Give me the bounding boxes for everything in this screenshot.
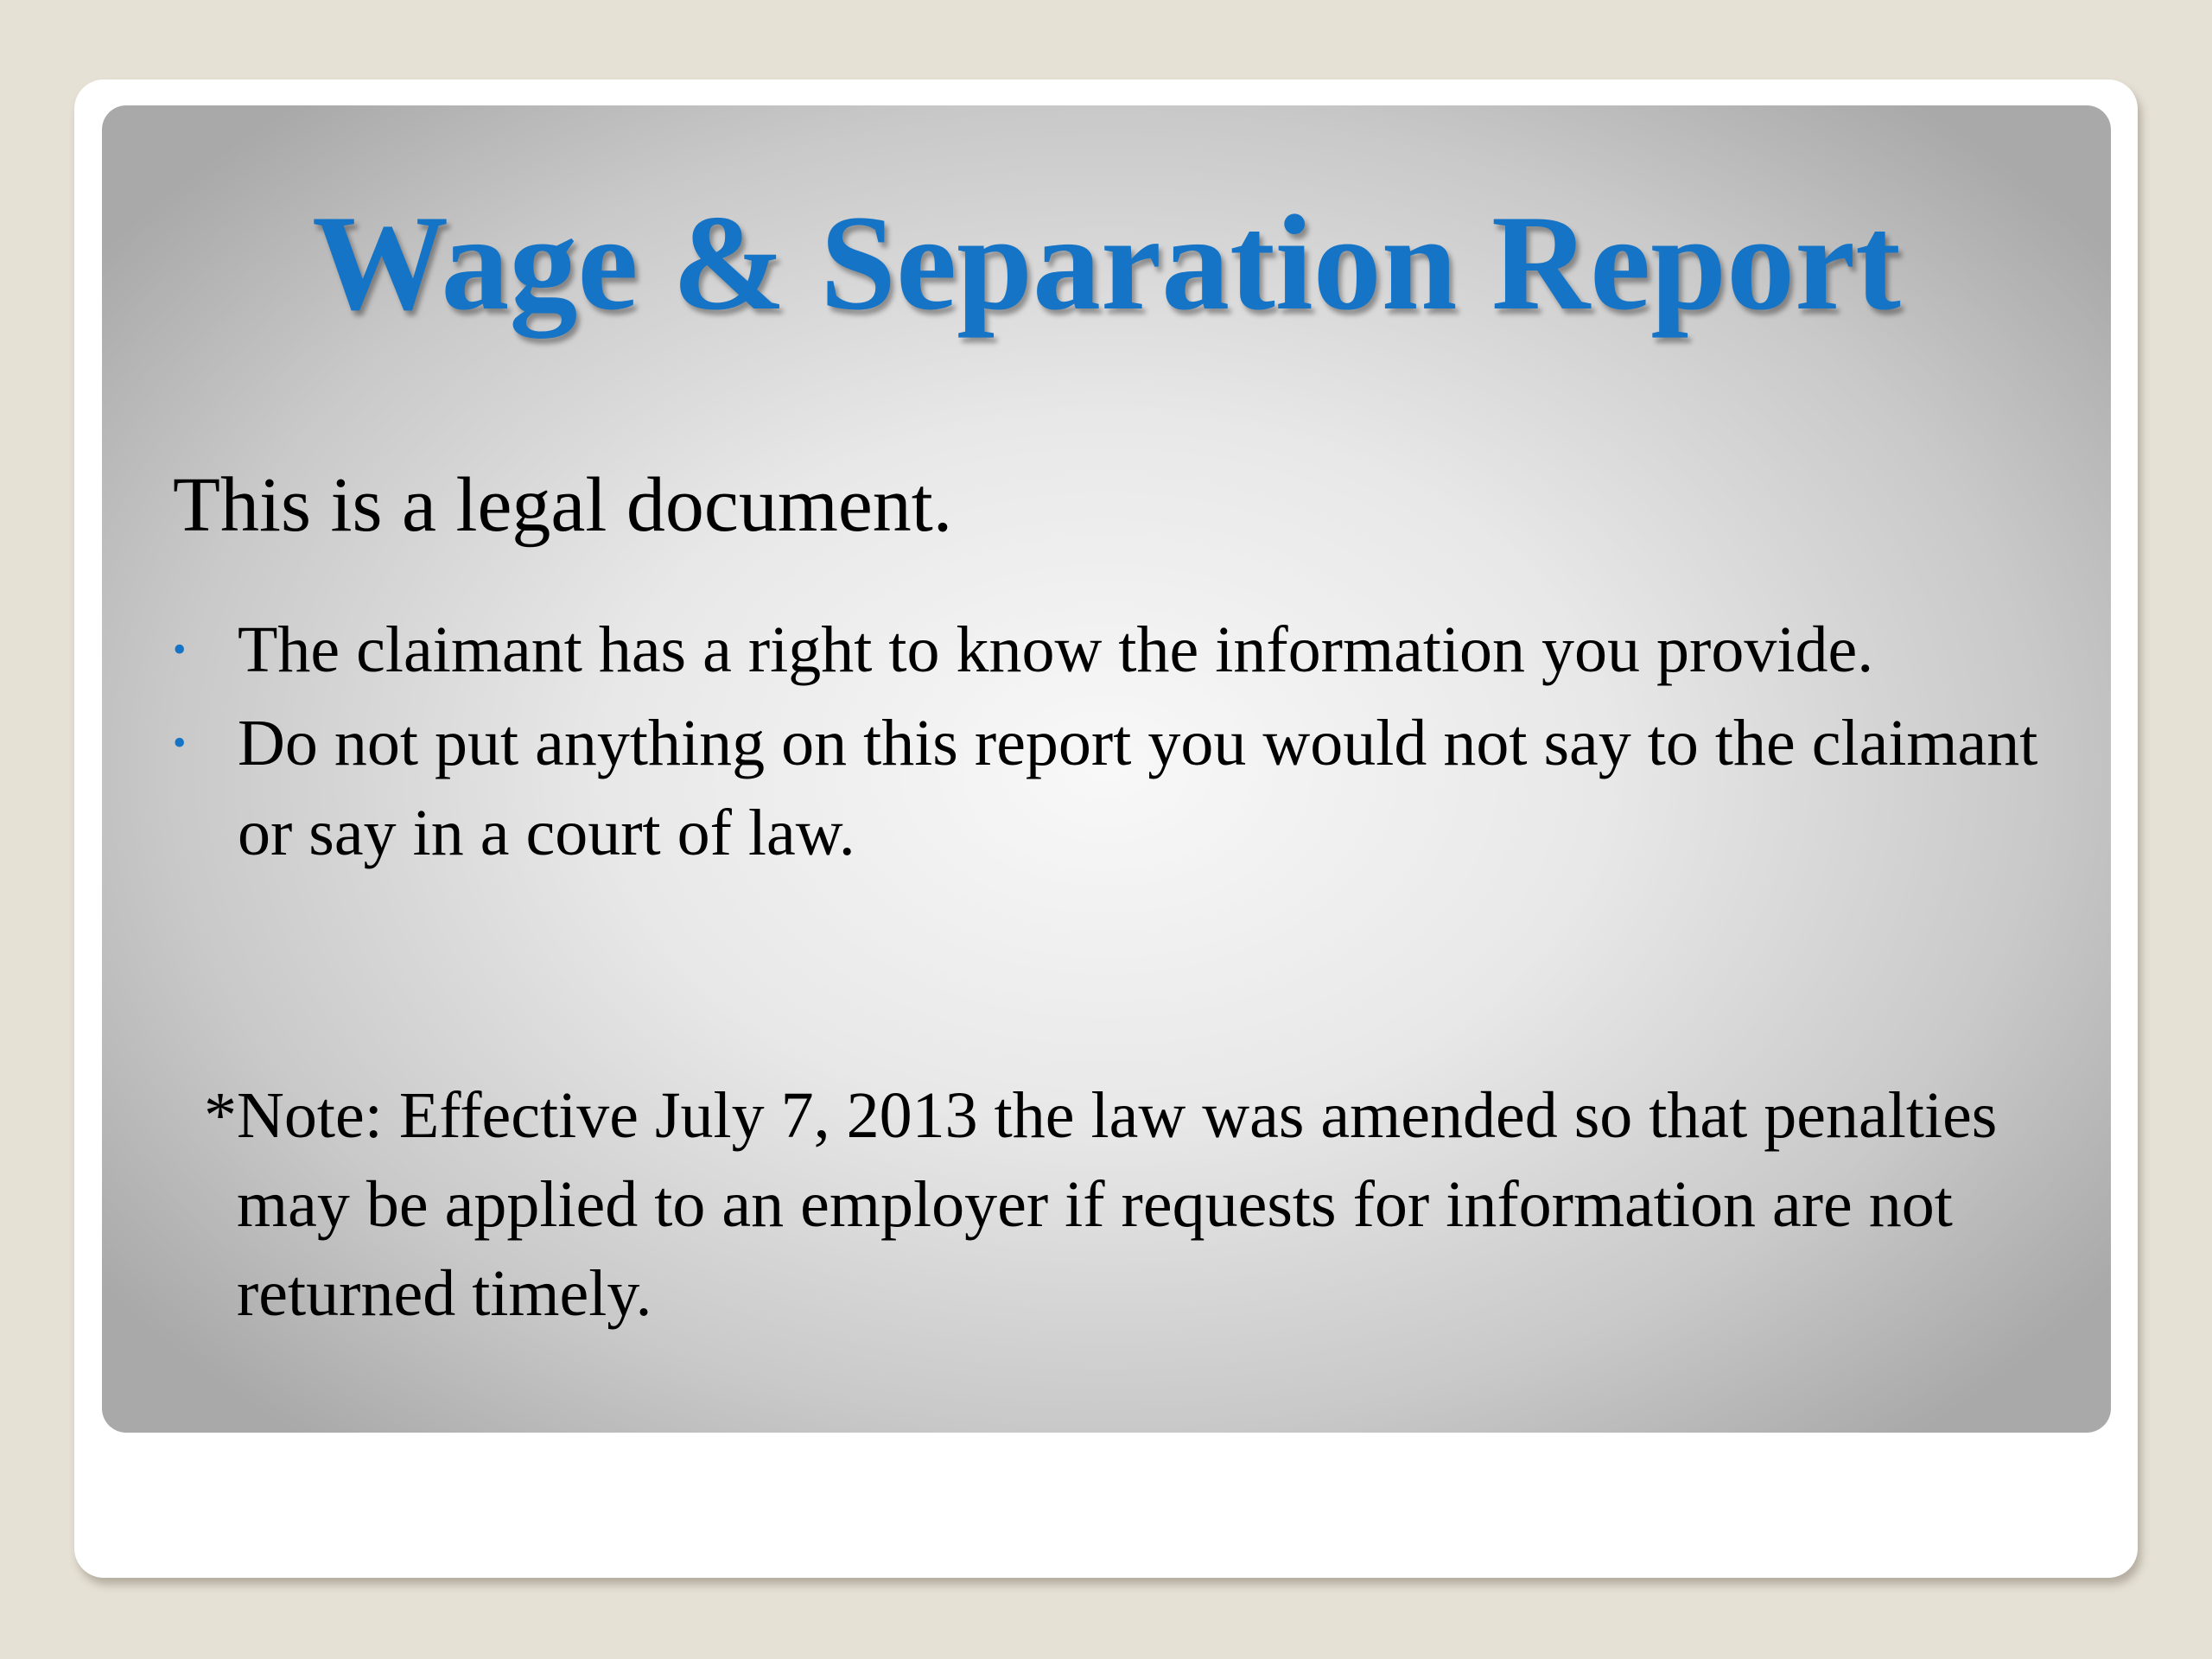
note-text: *Note: Effective July 7, 2013 the law was amended so that penalties may be applied to an employer if requests for information are not returned timely. <box>204 1079 1998 1330</box>
slide-title: Wage & Separation Report <box>312 188 1901 339</box>
bullet-dot-icon: • <box>173 628 187 671</box>
bullet-text: The claimant has a right to know the information you provide. <box>238 613 1874 686</box>
bullet-item <box>173 605 2056 695</box>
intro-text: This is a legal document. <box>173 462 953 548</box>
bullet-text: Do not put anything on this report you would not say to the claimant or say in a court of law. <box>238 707 2038 869</box>
bullet-item <box>173 698 2056 878</box>
bullet-dot-icon: • <box>173 721 187 764</box>
bullet-list <box>173 605 2056 881</box>
